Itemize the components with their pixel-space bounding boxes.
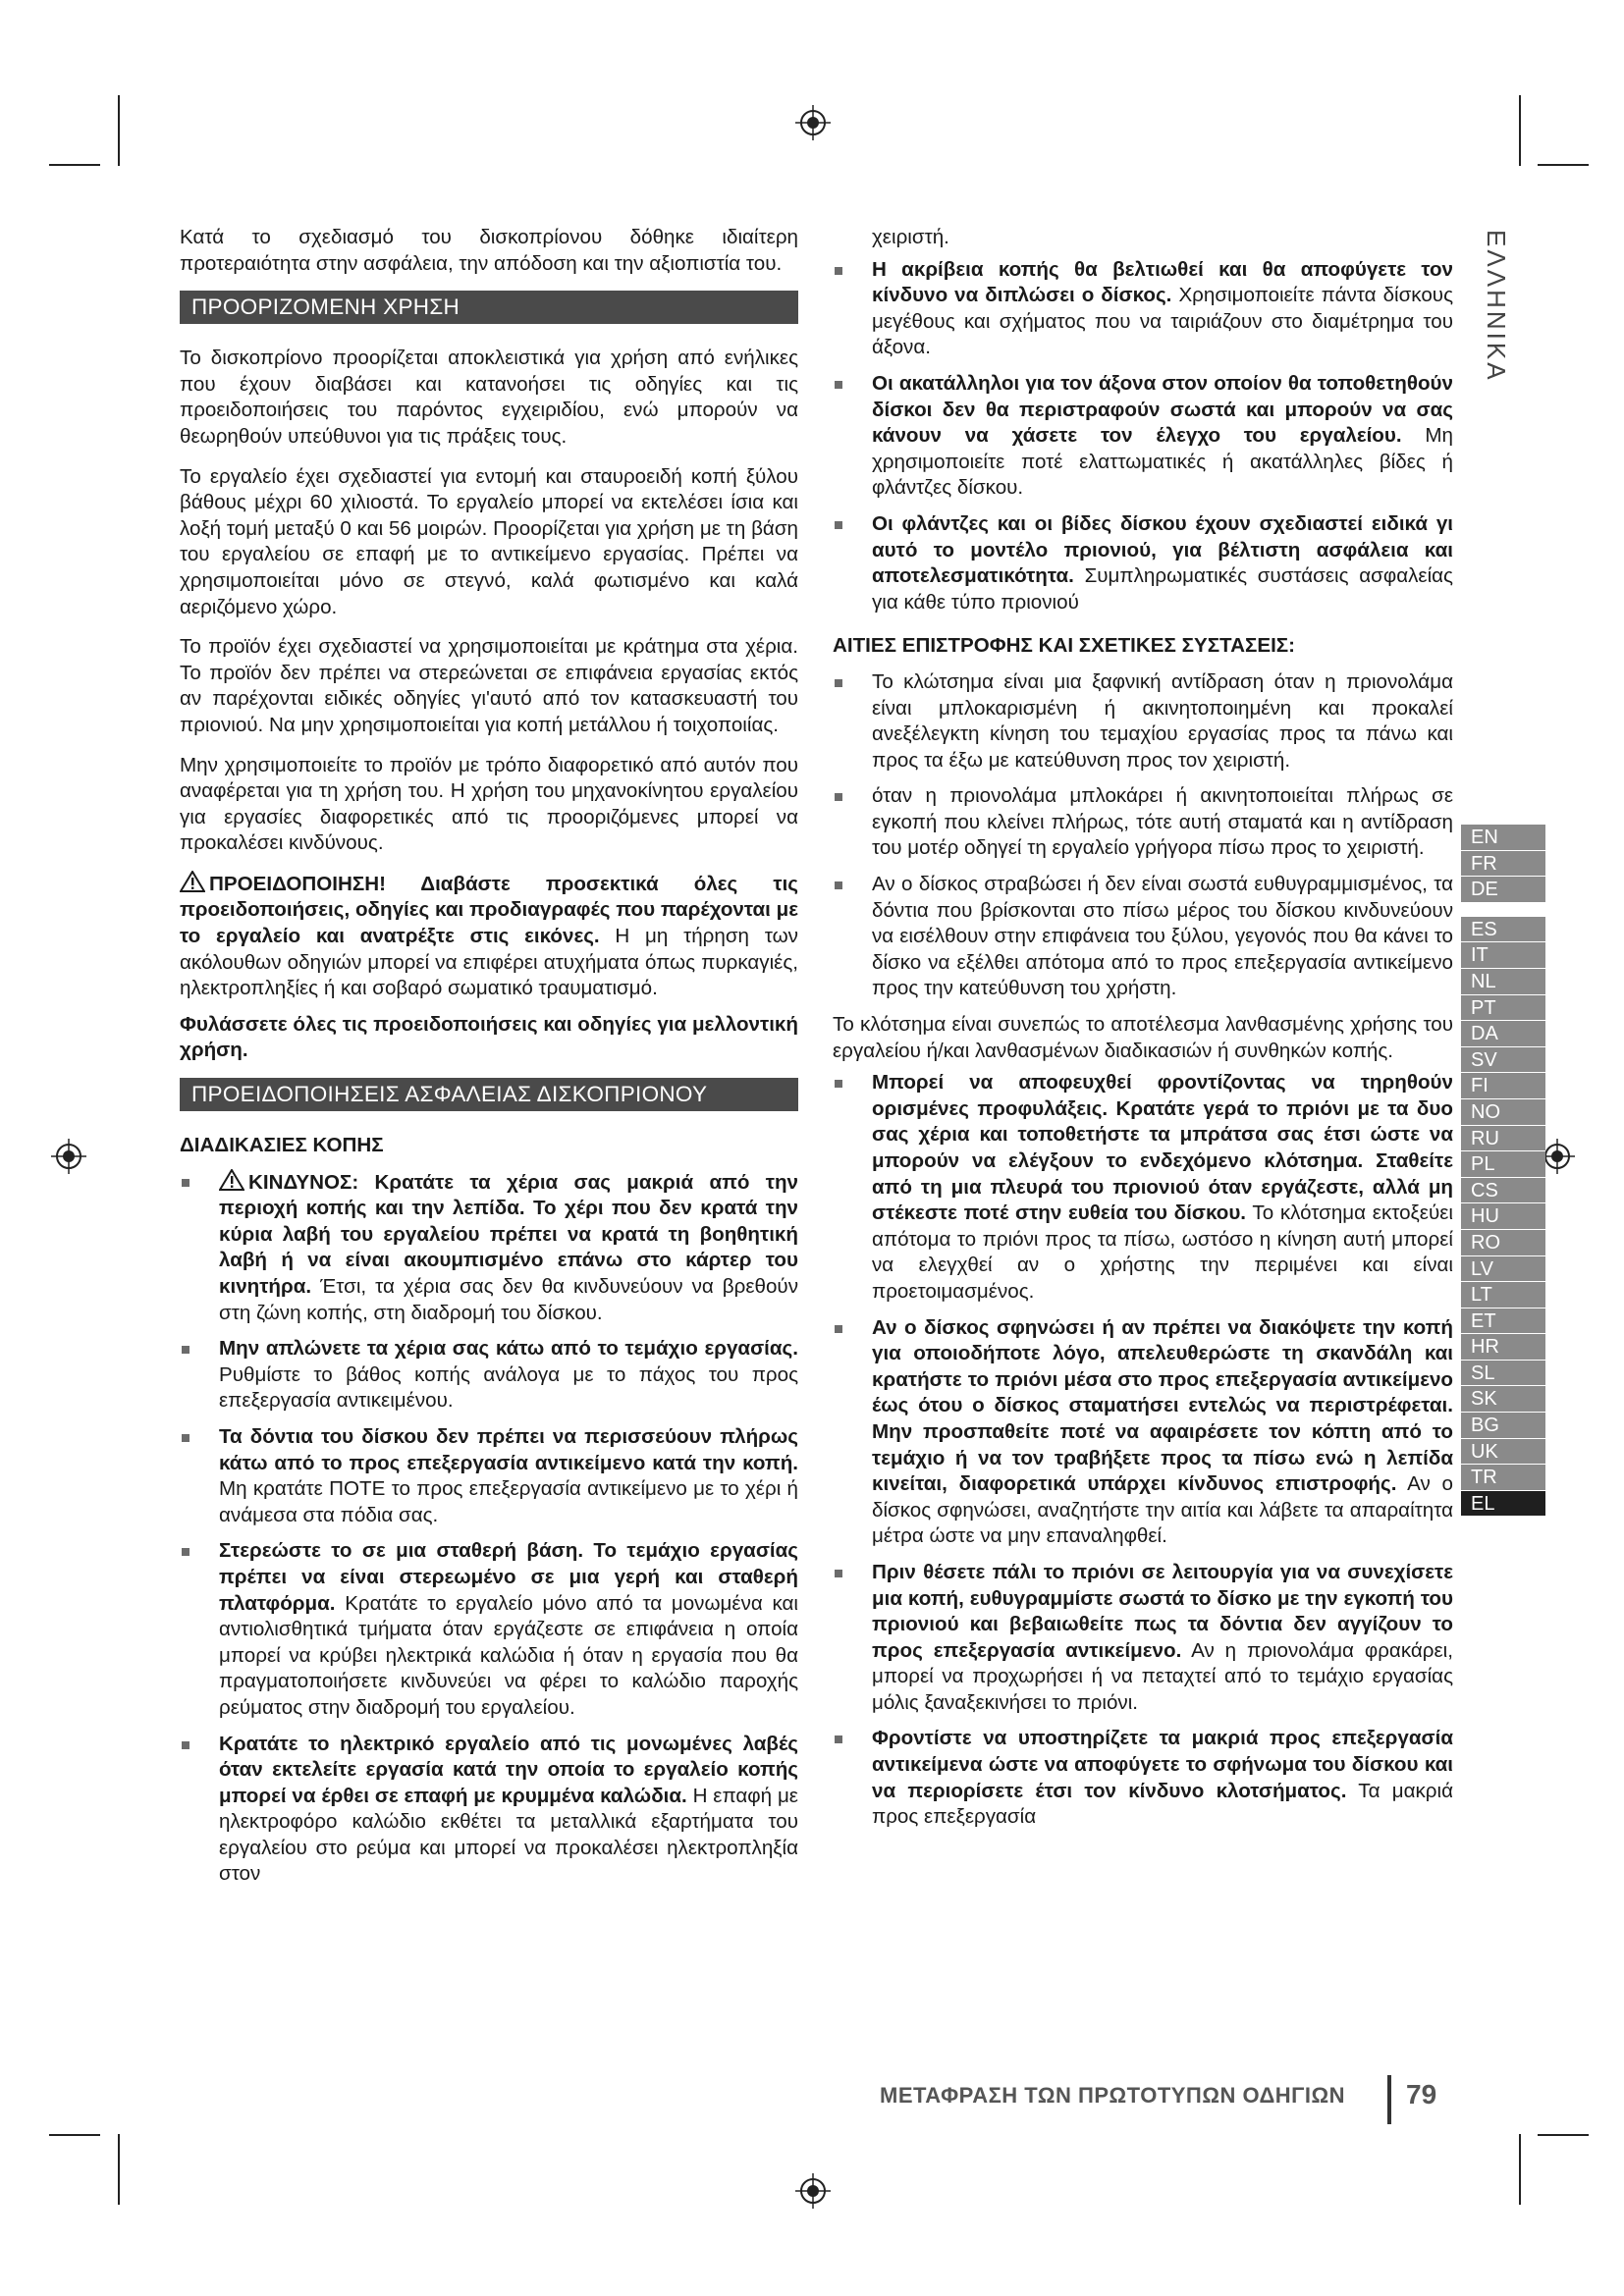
language-tab-lt: LT xyxy=(1461,1282,1545,1308)
cutting-list xyxy=(180,1169,798,1888)
list-item-bold: Κρατάτε το ηλεκτρικό εργαλείο από τις μονωμένες λαβές όταν εκτελείτε εργασία κατά την οποία το εργαλείο κοπής μπορεί να έρθει σε επαφή με κρυμμένα καλώδια. xyxy=(219,1732,798,1807)
list-item-text: Κρατάτε το εργαλείο μόνο από τα μονωμένα και αντιολισθητικά τμήματα όταν εργάζεστε σε επιφάνεια η οποία μπορεί να κρύβει ηλεκτρικά καλώδια ή όταν η εργασία που θα πραγματοποιήσετε κινδυνεύει να φέρει το καλώδιο παροχής ρεύματος στην διαδρομή του εργαλείου. xyxy=(219,1591,798,1719)
language-tab-et: ET xyxy=(1461,1308,1545,1335)
paragraph: Μην χρησιμοποιείτε το προϊόν με τρόπο διαφορετικό από αυτόν που αναφέρεται για τη χρήση του. Η χρήση του μηχανοκίνητου εργαλείου για εργασίες διαφορετικές από τις προοριζόμενες μπορεί να προκαλέσει κινδύνους. xyxy=(180,753,798,855)
crop-mark xyxy=(1519,2134,1521,2205)
language-tab-bg: BG xyxy=(1461,1413,1545,1439)
language-tab-lv: LV xyxy=(1461,1256,1545,1283)
list-item-bold: Τα δόντια του δίσκου δεν πρέπει να περισσεύουν πλήρως κάτω από το προς επεξεργασία αντικείμενο κατά την κοπή. xyxy=(219,1424,798,1474)
list-item-text: Μη χρησιμοποιείτε ποτέ ελαττωματικές ή ακατάλληλες βίδες ή φλάντζες δίσκου. xyxy=(872,424,1453,500)
intended-use-heading: ΠΡΟΟΡΙΖΟΜΕΝΗ ΧΡΗΣΗ xyxy=(180,291,798,324)
language-tab-pl: PL xyxy=(1461,1151,1545,1178)
list-item: Αν ο δίσκος στραβώσει ή δεν είναι σωστά ευθυγραμμισμένος, τα δόντια που βρίσκονται στο πίσω μέρος του δίσκου κινδυνεύουν να εισέλθουν στην επιφάνεια του ξύλου, γεγονός που θα κάνει το δίσκο να εξέλθει απότομα από το προς επεξεργασία αντικείμενο προς την κατεύθυνση του χρήστη. xyxy=(833,872,1453,1002)
list-item xyxy=(833,1315,1453,1550)
list-item-text: Μη κρατάτε ΠΟΤΕ το προς επεξεργασία αντικείμενο με το χέρι ή ανάμεσα στα πόδια σας. xyxy=(219,1477,798,1526)
cutting-procedures-subheading: ΔΙΑΔΙΚΑΣΙΕΣ ΚΟΠΗΣ xyxy=(180,1134,384,1157)
list-item xyxy=(833,1070,1453,1305)
language-tab-ro: RO xyxy=(1461,1230,1545,1256)
registration-mark-icon xyxy=(793,103,833,142)
list-item-text: Αν η πριονολάμα φρακάρει, μπορεί να προχωρήσει ή να πεταχτεί από το τεμάχιο εργασίας μόλις ξαναξεκινήσει το πριόνι. xyxy=(872,1638,1453,1714)
list-item-text: Αν ο δίσκος σφηνώσει, αναζητήστε την αιτία και λάβετε τα απαραίτητα μέτρα ώστε να μην επαναληφθεί. xyxy=(872,1472,1453,1548)
list-item xyxy=(833,1726,1453,1830)
crop-mark xyxy=(49,164,100,166)
language-tab-sl: SL xyxy=(1461,1361,1545,1387)
warning-triangle-icon xyxy=(180,871,205,892)
crop-mark xyxy=(118,2134,120,2205)
list-item-bold: Η ακρίβεια κοπής θα βελτιωθεί και θα αποφύγετε τον κίνδυνο να διπλώσει ο δίσκος. xyxy=(872,257,1453,307)
language-tab-sk: SK xyxy=(1461,1386,1545,1413)
crop-mark xyxy=(1538,2134,1589,2136)
language-tab-da: DA xyxy=(1461,1021,1545,1047)
language-tab-en: EN xyxy=(1461,825,1545,851)
crop-mark xyxy=(1538,164,1589,166)
language-tab-pt: PT xyxy=(1461,995,1545,1022)
list-item: Το κλώτσημα είναι μια ξαφνική αντίδραση όταν η πριονολάμα είναι μπλοκαρισμένη ή ακινητοποιημένη και προκαλεί ανεξέλεγκτη κίνηση του τεμαχίου εργασίας προς τα πάνω και προς τα έξω με κατεύθυνση προς τον χειριστή. xyxy=(833,669,1453,774)
left-column xyxy=(180,225,798,1897)
list-item-bold: Μην απλώνετε τα χέρια σας κάτω από το τεμάχιο εργασίας. xyxy=(219,1337,798,1361)
language-tab-fi: FI xyxy=(1461,1073,1545,1099)
safety-warnings-heading: ΠΡΟΕΙΔΟΠΟΙΗΣΕΙΣ ΑΣΦΑΛΕΙΑΣ ΔΙΣΚΟΠΡΙΟΝΟΥ xyxy=(180,1078,798,1111)
list-item xyxy=(180,1732,798,1889)
list-item xyxy=(833,371,1453,502)
list-item xyxy=(180,1424,798,1528)
list-item-bold: Στερεώστε το σε μια σταθερή βάση. Το τεμάχιο εργασίας πρέπει να είναι στερεωμένο σε μια γερή και σταθερή πλατφόρμα. xyxy=(219,1539,798,1615)
list-item-bold: Οι φλάντζες και οι βίδες δίσκου έχουν σχεδιαστεί ειδικά γι αυτό το μοντέλο πριονιού, για βέλτιστη ασφάλεια και αποτελεσματικότητα. xyxy=(872,511,1453,588)
list-item xyxy=(833,1560,1453,1717)
list-item xyxy=(180,1336,798,1415)
registration-mark-icon xyxy=(49,1137,88,1176)
language-tab-ru: RU xyxy=(1461,1126,1545,1152)
intro-paragraph: Κατά το σχεδιασμό του δισκοπρίονου δόθηκε ιδιαίτερη προτεραιότητα στην ασφάλεια, την απόδοση και την αξιοπιστία του. xyxy=(180,226,798,275)
list-item-text: Το κλότσημα εκτοξεύει απότομα το πριόνι προς τα πίσω, ωστόσο η κίνηση αυτή μπορεί να ελεγχθεί αν ο χρήστης την περιμένει και είναι προετοιμασμένος. xyxy=(872,1201,1453,1303)
list-item xyxy=(833,511,1453,615)
language-tab-fr: FR xyxy=(1461,851,1545,878)
page-number: 79 xyxy=(1406,2079,1437,2109)
kickback-list xyxy=(833,669,1453,1002)
warning-triangle-icon xyxy=(219,1169,244,1191)
list-item-bold: Μπορεί να αποφευχθεί φροντίζοντας να τηρηθούν ορισμένες προφυλάξεις. Κρατάτε γερά το πριόνι με τα δυο σας χέρια και τοποθετήστε τα μπράτσα σας έτσι ώστε να μπορούν να ελέγξουν το ενδεχόμενο κλότσημα. Σταθείτε από τη μια πλευρά του πριονιού όταν εργάζεστε, αλλά μη στέκεστε ποτέ στην ευθεία του δίσκου. xyxy=(872,1071,1453,1225)
language-tab-sv: SV xyxy=(1461,1047,1545,1074)
right-column xyxy=(833,225,1453,1841)
list-item-text: Η επαφή με ηλεκτροφόρο καλώδιο εκθέτει τα μεταλλικά εξαρτήματα του εργαλείου στο ρεύμα και μπορεί να προκαλέσει ηλεκτροπληξία στον xyxy=(219,1784,798,1886)
language-tab-nl: NL xyxy=(1461,969,1545,995)
list-item xyxy=(180,1169,798,1327)
language-tab-hr: HR xyxy=(1461,1334,1545,1361)
list-item xyxy=(833,257,1453,361)
footer-title: ΜΕΤΑΦΡΑΣΗ ΤΩΝ ΠΡΩΤΟΤΥΠΩΝ ΟΔΗΓΙΩΝ xyxy=(880,2083,1346,2108)
paragraph: Το εργαλείο έχει σχεδιαστεί για εντομή και σταυροειδή κοπή ξύλου βάθους μέχρι 60 χιλιοστά. Το εργαλείο μπορεί να εκτελέσει ίσια και λοξή τομή μεταξύ 0 και 56 μοιρών. Προορίζεται για χρήση με τη βάση του εργαλείου σε επαφή με το αντικείμενο εργασίας. Πρέπει να χρησιμοποιείται μόνο σε στεγνό, καλά φωτισμένο και καλά αεριζόμενο χώρο. xyxy=(180,464,798,618)
registration-mark-icon xyxy=(793,2171,833,2211)
language-tab-tr: TR xyxy=(1461,1465,1545,1491)
keep-instructions: Φυλάσσετε όλες τις προειδοποιήσεις και οδηγίες για μελλοντική χρήση. xyxy=(180,1012,798,1062)
list-item: όταν η πριονολάμα μπλοκάρει ή ακινητοποιείται πλήρως σε εγκοπή που κλείνει πλήρως, τότε αυτή σταματά και η αντίδραση του μοτέρ οδηγεί τη εργαλείο γρήγορα πίσω προς το χειριστή. xyxy=(833,783,1453,862)
language-tab-it: IT xyxy=(1461,942,1545,969)
list-item-bold: ΚΙΝΔΥΝΟΣ: Κρατάτε τα χέρια σας μακριά από την περιοχή κοπής και την λεπίδα. Το χέρι που δεν κρατά την κύρια λαβή του εργαλείου πρέπει να κρατά τη βοηθητική λαβή ή να είναι ακουμπισμένο επάνω στο κάρτερ του κινητήρα. xyxy=(219,1170,798,1298)
list-item-text: Χρησιμοποιείτε πάντα δίσκους μεγέθους και σχήματος που να ταιριάζουν στο διαμέτρημα του άξονα. xyxy=(872,284,1453,359)
kickback-paragraph: Το κλότσημα είναι συνεπώς το αποτέλεσμα λανθασμένης χρήσης του εργαλείου ή/και λανθασμένων διαδικασιών ή συνθηκών κοπής. xyxy=(833,1013,1453,1062)
crop-mark xyxy=(1519,95,1521,166)
language-tab-uk: UK xyxy=(1461,1439,1545,1466)
list-item-text: Ρυθμίστε το βάθος κοπής ανάλογα με το πάχος του προς επεξεργασία αντικειμένου. xyxy=(219,1362,798,1413)
paragraph: Το δισκοπρίονο προορίζεται αποκλειστικά για χρήση από ενήλικες που έχουν διαβάσει και κατανοήσει τις οδηγίες και τις προειδοποιήσεις του παρόντος εγχειριδίου, ενώ μπορούν να θεωρηθούν υπεύθυνοι για τις πράξεις τους. xyxy=(180,347,798,448)
language-tab-no: NO xyxy=(1461,1099,1545,1126)
footer-divider xyxy=(1387,2075,1391,2124)
language-tab-de: DE xyxy=(1461,877,1545,903)
list-item xyxy=(180,1538,798,1721)
warning-bold: ΠΡΟΕΙΔΟΠΟΙΗΣΗ! Διαβάστε προσεκτικά όλες τις προειδοποιήσεις, οδηγίες και προδιαγραφές που παρέχονται με το εργαλείο και ανατρέξτε στις εικόνες. xyxy=(180,872,798,948)
side-language-label xyxy=(1478,228,1517,424)
language-tab-gap xyxy=(1461,903,1545,917)
crop-mark xyxy=(49,2134,100,2136)
list-item-text: Έτσι, τα χέρια σας δεν θα κινδυνεύουν να βρεθούν στη ζώνη κοπής, στη διαδρομή του δίσκου. xyxy=(219,1275,798,1324)
list-item-text: Τα μακριά προς επεξεργασία xyxy=(872,1779,1453,1829)
list-item-bold: Φροντίστε να υποστηρίζετε τα μακριά προς επεξεργασία αντικείμενα ώστε να αποφύγετε το σφήνωμα του δίσκου και να περιορίσετε έτσι τον κίνδυνο κλοτσήματος. xyxy=(872,1727,1453,1802)
language-tab-hu: HU xyxy=(1461,1203,1545,1230)
language-tab-el: EL xyxy=(1461,1491,1545,1518)
language-tab-es: ES xyxy=(1461,917,1545,943)
list-item-bold: Οι ακατάλληλοι για τον άξονα στον οποίον θα τοποθετηθούν δίσκοι δεν θα περιστραφούν σωστά και μπορούν να σας κάνουν να χάσετε τον έλεγχο του εργαλείου. xyxy=(872,371,1453,448)
warning-paragraph xyxy=(180,871,798,1002)
continuation-text: χειριστή. xyxy=(872,226,949,248)
list-item-bold: Αν ο δίσκος σφηνώσει ή αν πρέπει να διακόψετε την κοπή για οποιοδήποτε λόγο, απελευθερώστε τη σκανδάλη και κρατήστε το πριόνι μέσα στο προς επεξεργασία αντικείμενο έως ότου ο δίσκος σταματήσει εντελώς να περιστρέφεται. Μην προσπαθείτε ποτέ να αφαιρέσετε τον κόπτη από το τεμάχιο ή να τον τραβήξετε προς τα πίσω ενώ η λεπίδα κινείται, διαφορετικά υπάρχει κίνδυνος επιστροφής. xyxy=(872,1315,1453,1496)
language-tab-cs: CS xyxy=(1461,1178,1545,1204)
crop-mark xyxy=(118,95,120,166)
warning-text: Η μη τήρηση των ακόλουθων οδηγιών μπορεί να επιφέρει ατυχήματα όπως πυρκαγιές, ηλεκτροπληξίες ή και σοβαρό σωματικό τραυματισμό. xyxy=(180,925,798,1000)
kickback-heading: ΑΙΤΙΕΣ ΕΠΙΣΤΡΟΦΗΣ ΚΑΙ ΣΧΕΤΙΚΕΣ ΣΥΣΤΑΣΕΙΣ: xyxy=(833,634,1296,658)
language-index-bar xyxy=(1461,825,1545,1517)
blade-list xyxy=(833,257,1453,616)
kickback-prevention-list xyxy=(833,1070,1453,1831)
paragraph: Το προϊόν έχει σχεδιαστεί να χρησιμοποιείται με κράτημα στα χέρια. Το προϊόν δεν πρέπει να στερεώνεται σε επιφάνεια εργασίας εκτός αν παρέχονται ειδικές οδηγίες γι'αυτό από τον κατασκευαστή του πριονιού. Να μην χρησιμοποιείται για κοπή μετάλλου ή τοιχοποιίας. xyxy=(180,635,798,736)
side-language-label-text: ΕΛΛΗΝΙΚΑ xyxy=(1482,230,1511,383)
list-item-text: Συμπληρωματικές συστάσεις ασφαλείας για κάθε τύπο πριονιού xyxy=(872,564,1453,614)
list-item-bold: Πριν θέσετε πάλι το πριόνι σε λειτουργία για να συνεχίσετε μια κοπή, ευθυγραμμίστε σωστά το δίσκο με την εγκοπή του πριονιού και βεβαιωθείτε πως τα δόντια δεν αγγίζουν το προς επεξεργασία αντικείμενο. xyxy=(872,1560,1453,1662)
